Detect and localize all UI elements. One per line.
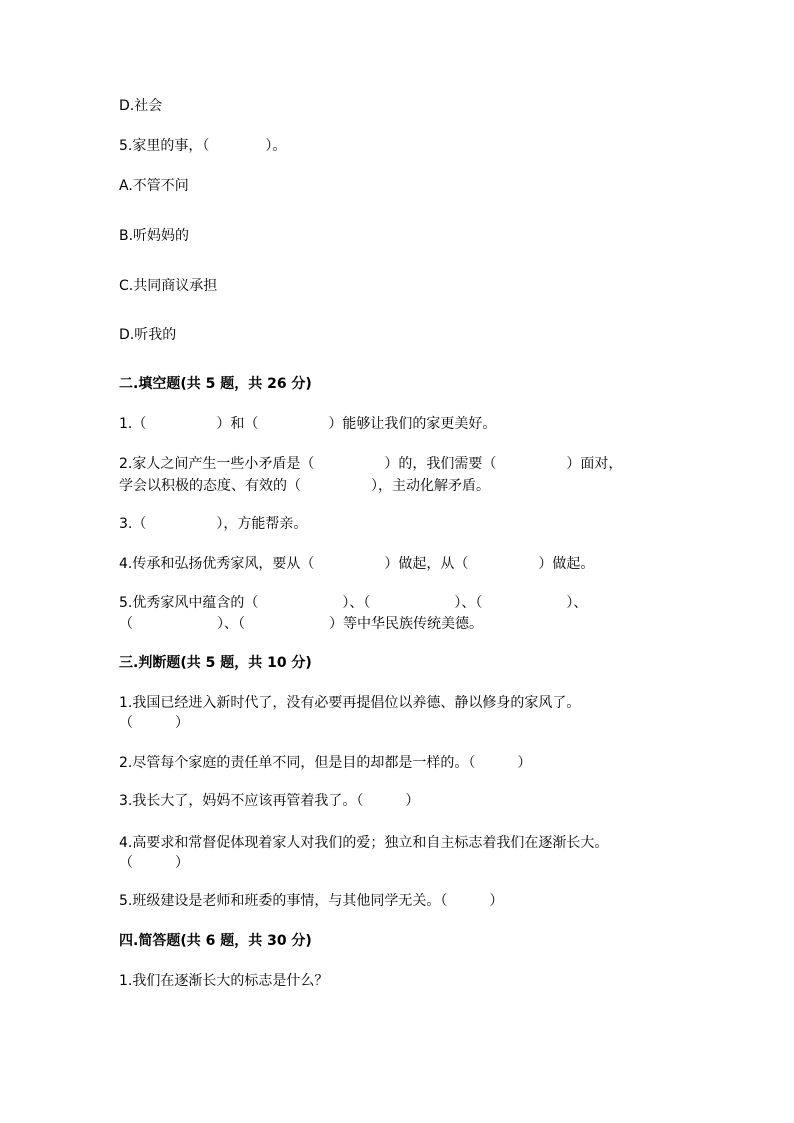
fill-blank-q4: 4.传承和弘扬优秀家风，要从（ ）做起，从（ ）做起。 [119,556,595,572]
option-a: A.不管不问 [119,178,189,194]
fill-blank-q2-line1: 2.家人之间产生一些小矛盾是（ ）的，我们需要（ ）面对， [119,456,623,472]
fill-blank-q2-line2: 学会以积极的态度、有效的（ ），主动化解矛盾。 [119,478,490,494]
option-d: D.听我的 [119,327,177,343]
short-answer-q1: 1.我们在逐渐长大的标志是什么？ [119,973,329,989]
true-false-q5: 5.班级建设是老师和班委的事情，与其他同学无关。（ ） [119,893,504,909]
option-d-society: D.社会 [119,98,163,114]
true-false-q1-line2: （ ） [119,715,189,731]
section-heading-fill-blank: 二.填空题(共 5 题，共 26 分) [119,376,312,392]
fill-blank-q5-line2: （ ）、（ ）等中华民族传统美德。 [119,616,483,632]
section-heading-short-answer: 四.简答题(共 6 题，共 30 分) [119,933,312,949]
option-b: B.听妈妈的 [119,228,190,244]
question-5-family-matters: 5.家里的事，（ ）。 [119,138,287,154]
true-false-q4-line2: （ ） [119,855,189,871]
true-false-q4-line1: 4.高要求和常督促体现着家人对我们的爱；独立和自主标志着我们在逐渐长大。 [119,835,609,851]
fill-blank-q3: 3.（ ），方能帮亲。 [119,516,308,532]
fill-blank-q1: 1.（ ）和（ ）能够让我们的家更美好。 [119,416,497,432]
section-heading-true-false: 三.判断题(共 5 题，共 10 分) [119,655,312,671]
option-c: C.共同商议承担 [119,278,218,294]
true-false-q2: 2.尽管每个家庭的责任单不同，但是目的却都是一样的。（ ） [119,755,532,771]
true-false-q3: 3.我长大了，妈妈不应该再管着我了。（ ） [119,793,420,809]
true-false-q1-line1: 1.我国已经进入新时代了，没有必要再提倡位以养德、静以修身的家风了。 [119,695,581,711]
fill-blank-q5-line1: 5.优秀家风中蕴含的（ ）、（ ）、（ ）、 [119,595,588,611]
